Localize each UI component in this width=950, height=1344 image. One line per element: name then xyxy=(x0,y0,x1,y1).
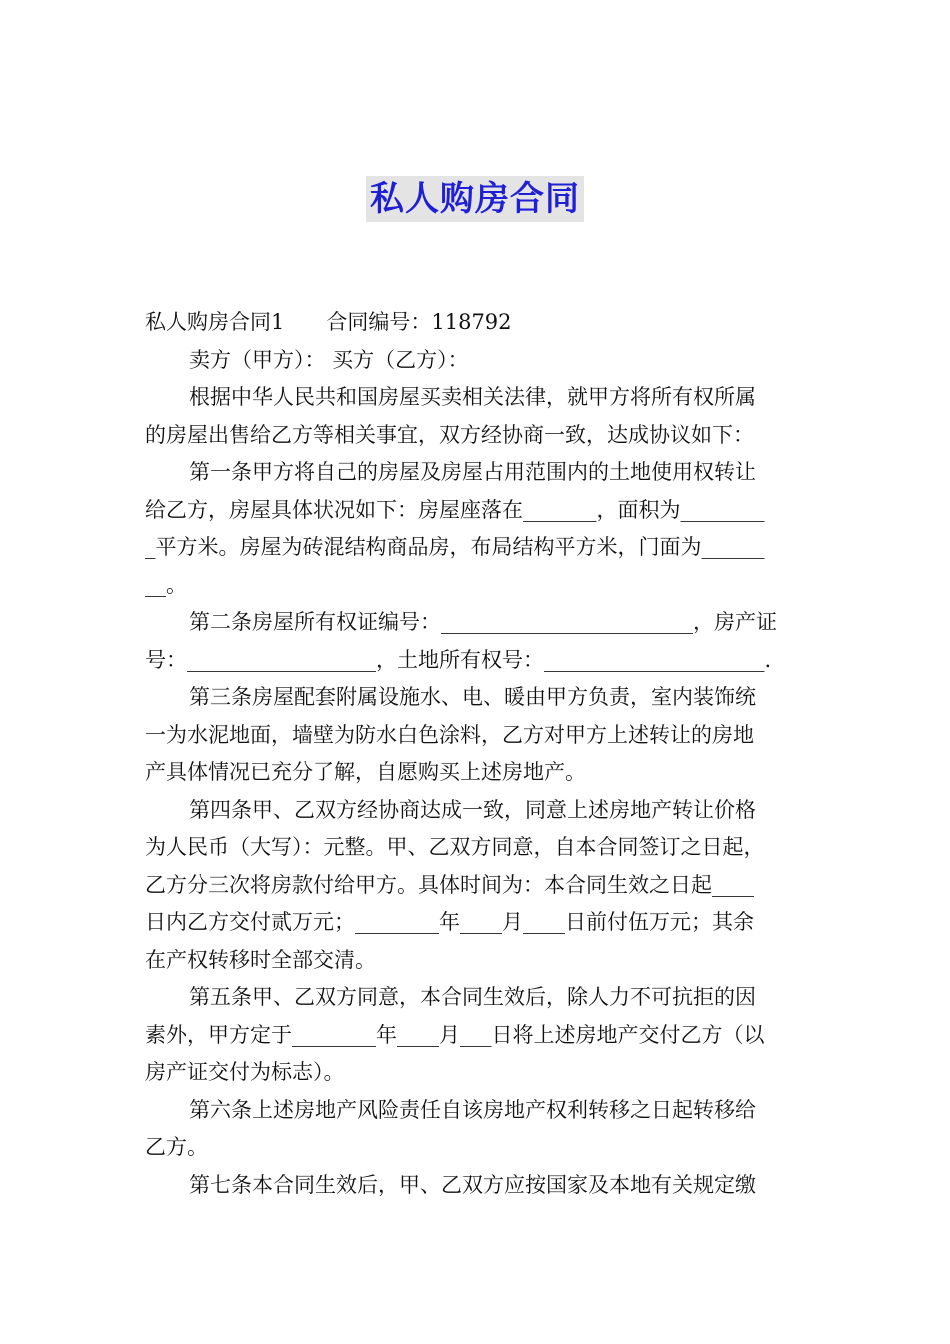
parties-line: 卖方（甲方）： 买方（乙方）： xyxy=(189,347,469,372)
article-7-line: 第七条本合同生效后，甲、乙双方应按国家及本地有关规定缴 xyxy=(189,1172,756,1197)
article-4-line: 乙方分三次将房款付给甲方。具体时间为：本合同生效之日起____ xyxy=(145,872,754,897)
article-1-line: 给乙方，房屋具体状况如下：房屋座落在_______，面积为________ xyxy=(145,497,765,522)
article-6-line: 乙方。 xyxy=(145,1135,208,1159)
article-2-line: 第二条房屋所有权证编号：________________________，房产证 xyxy=(189,610,777,634)
contract-header-line: 私人购房合同1 合同编号：118792 xyxy=(145,310,512,334)
article-1-line: _平方米。房屋为砖混结构商品房，布局结构平方米，门面为______ xyxy=(145,535,765,559)
article-1-line: __。 xyxy=(145,572,187,597)
article-3-line: 一为水泥地面，墙壁为防水白色涂料，乙方对甲方上述转让的房地 xyxy=(145,722,754,747)
document-body xyxy=(145,304,807,1204)
article-4-line: 在产权转移时全部交清。 xyxy=(145,947,376,972)
article-3-line: 产具体情况已充分了解，自愿购买上述房地产。 xyxy=(145,760,586,784)
article-4-line: 日内乙方交付贰万元；________年____月____日前付伍万元；其余 xyxy=(145,910,754,934)
article-5-line: 第五条甲、乙双方同意，本合同生效后，除人力不可抗拒的因 xyxy=(189,985,756,1009)
preamble-line: 根据中华人民共和国房屋买卖相关法律，就甲方将所有权所属 xyxy=(189,385,756,409)
article-6-line: 第六条上述房地产风险责任自该房地产权利转移之日起转移给 xyxy=(189,1097,756,1122)
article-2-line: 号：__________________，土地所有权号：_____________________. xyxy=(145,647,772,672)
document-title: 私人购房合同 xyxy=(366,176,584,222)
article-4-line: 第四条甲、乙双方经协商达成一致，同意上述房地产转让价格 xyxy=(189,797,756,822)
article-4-line: 为人民币（大写）：元整。甲、乙双方同意，自本合同签订之日起， xyxy=(145,835,765,859)
preamble-line: 的房屋出售给乙方等相关事宜，双方经协商一致，达成协议如下： xyxy=(145,422,754,447)
article-5-line: 素外，甲方定于________年____月___日将上述房地产交付乙方（以 xyxy=(145,1022,765,1047)
title-container xyxy=(0,176,950,222)
article-5-line: 房产证交付为标志）。 xyxy=(145,1060,345,1084)
article-3-line: 第三条房屋配套附属设施水、电、暖由甲方负责，室内装饰统 xyxy=(189,685,756,709)
article-1-line: 第一条甲方将自己的房屋及房屋占用范围内的土地使用权转让 xyxy=(189,460,756,484)
